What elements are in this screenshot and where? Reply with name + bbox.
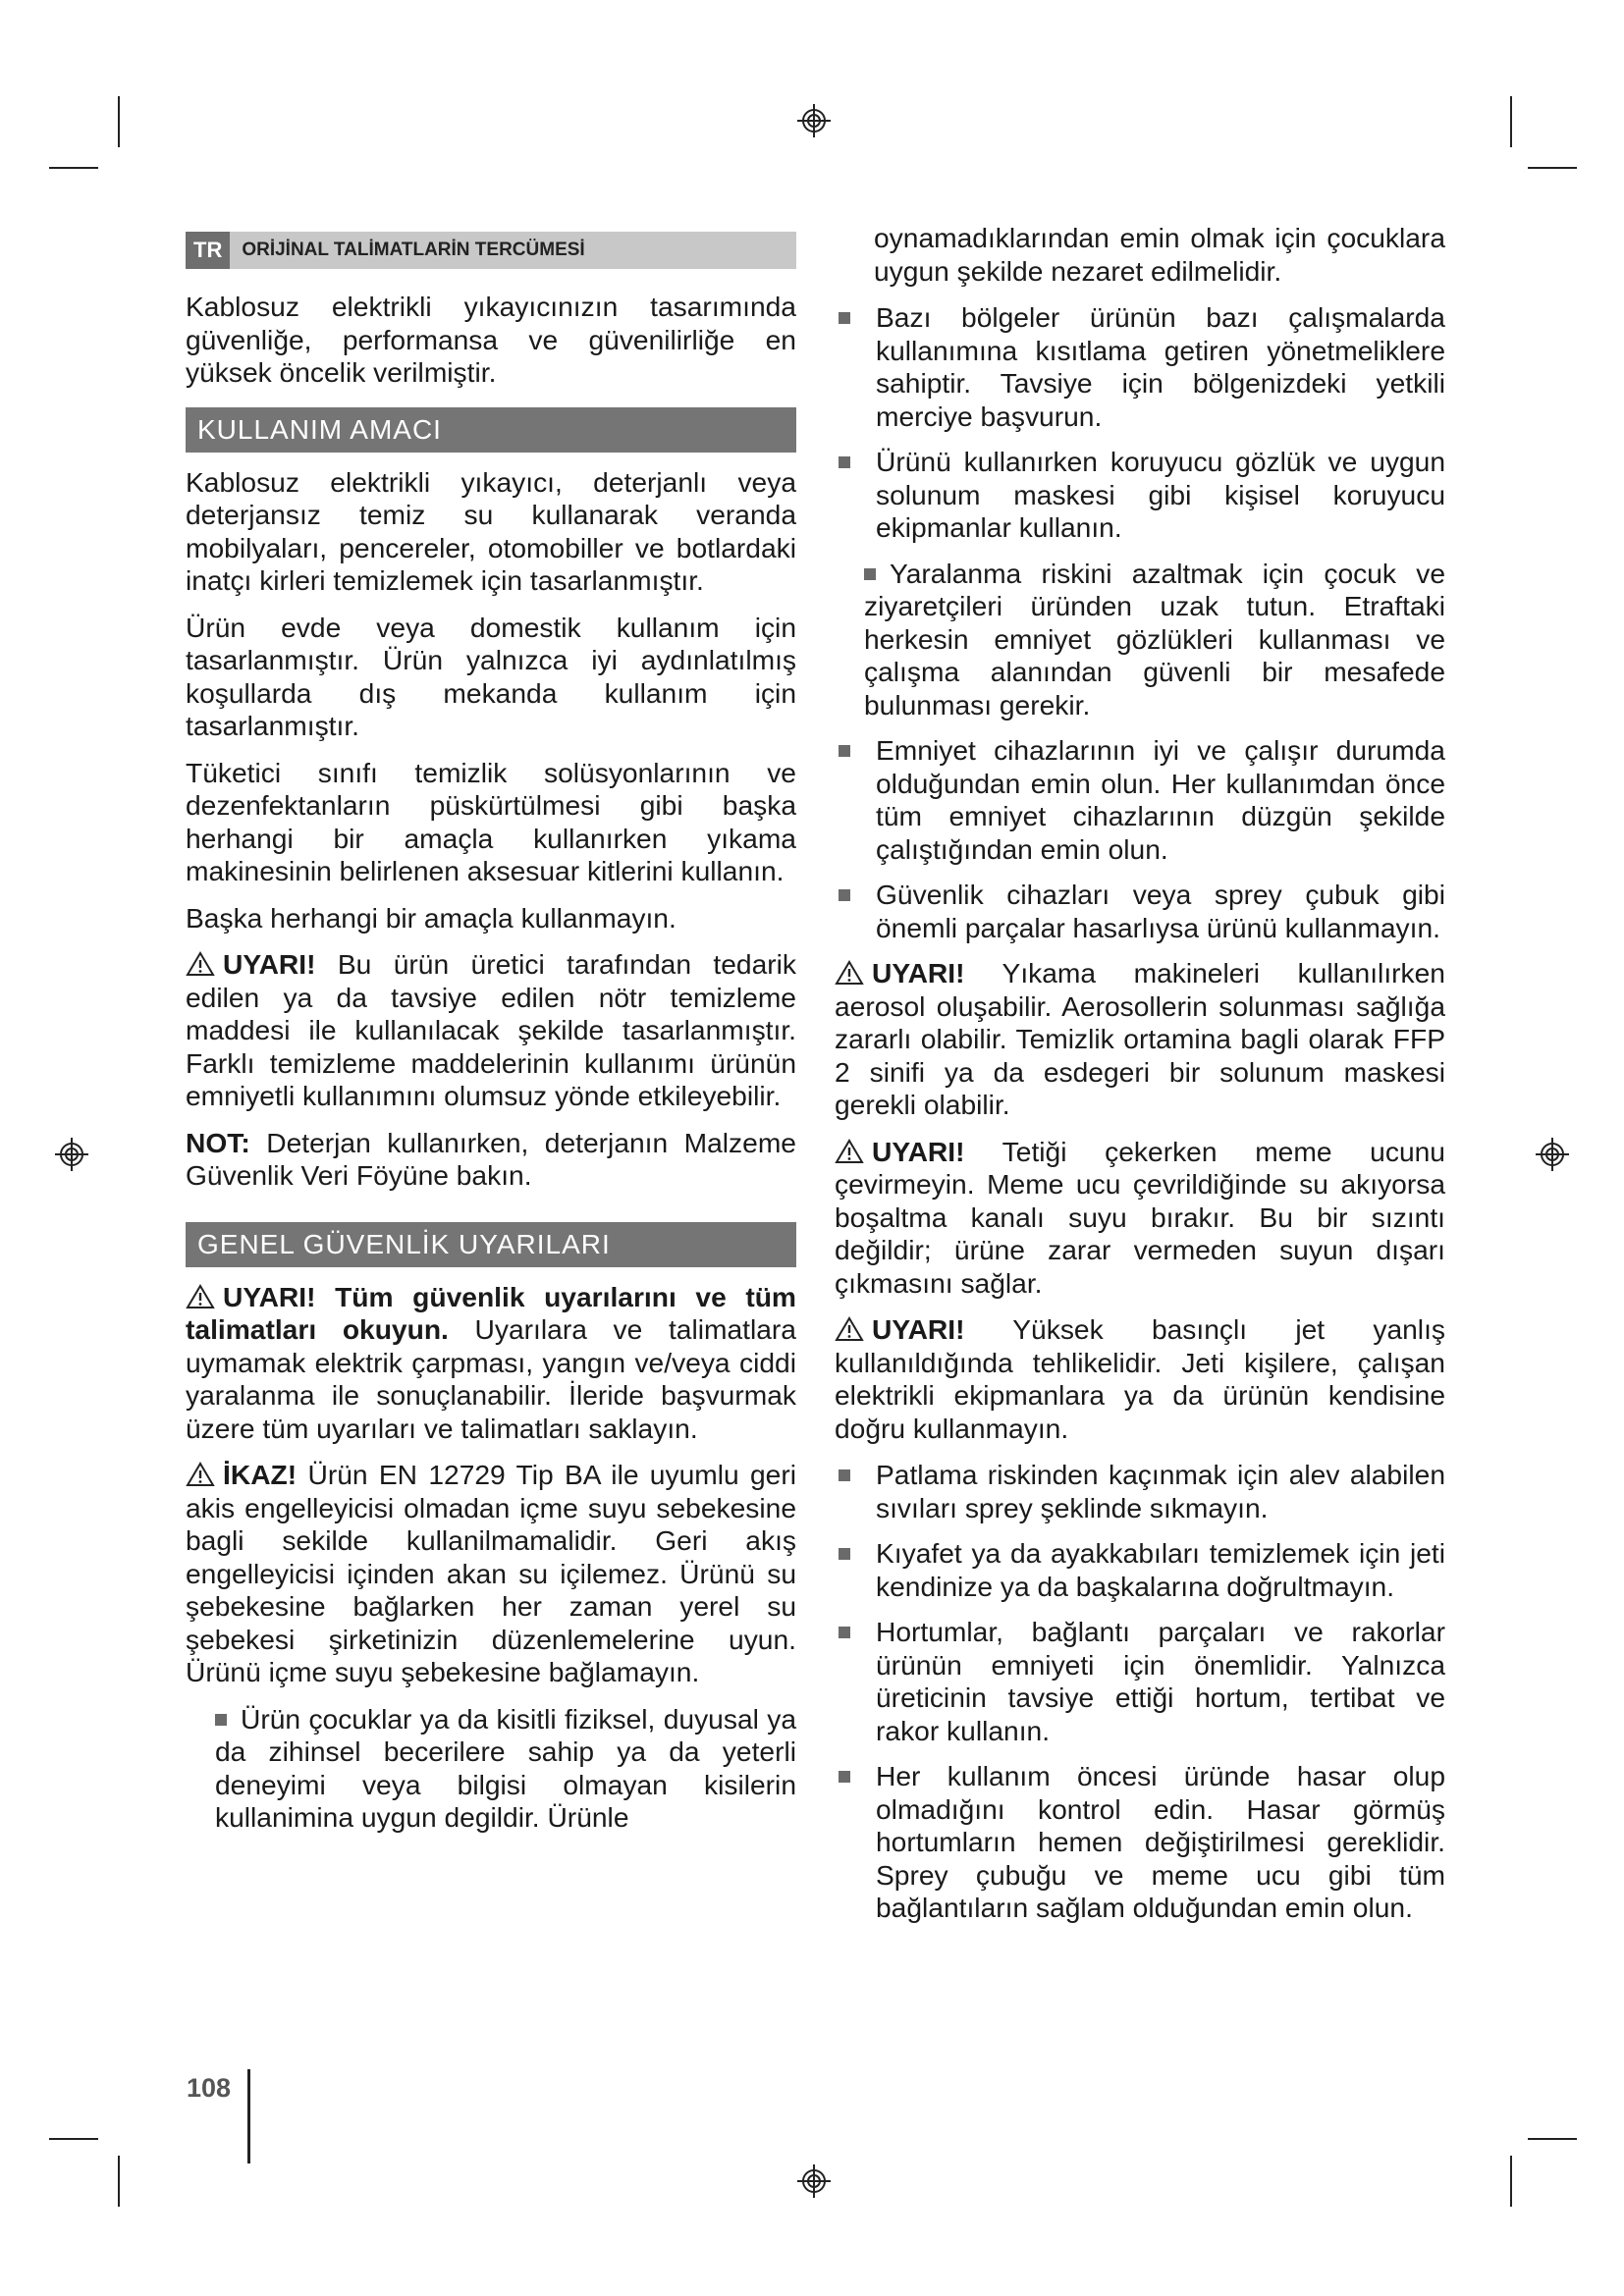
crop-mark	[1510, 96, 1512, 147]
note-text: Deterjan kullanırken, deterjanın Malzeme Güvenlik Veri Föyüne bakın.	[186, 1126, 796, 1191]
crop-mark	[1528, 2138, 1577, 2140]
warning-triangle-icon	[835, 1316, 864, 1342]
bullet-text: Ürün çocuklar ya da kisitli fiziksel, duyusal ya da zihinsel becerilere sahip ya da yeterli deneyimi veya bilgisi olmayan kisilerin kullanimina uygun degildir. Ürünle	[215, 1702, 796, 1833]
bullet-text: Her kullanım öncesi üründe hasar olup olmadığını kontrol edin. Hasar görmüş hortumların hemen değiştirilmesi gereklidir. Sprey çubuğu ve meme ucu gibi tüm bağlantıların sağlam olduğundan emin olun.	[876, 1760, 1445, 1923]
warning-text: Uyarılara ve talimatlara uymamak elektrik çarpması, yangın ve/veya ciddi yaralanma ile sonuçlanabilir. İleride başvurmak üzere tüm uyarıları ve talimatları saklayın.	[186, 1313, 796, 1444]
crop-mark	[1510, 2156, 1512, 2207]
bullet-item	[835, 1760, 1445, 1925]
bullet-item	[835, 1459, 1445, 1524]
warning-text: Yüksek basınçlı jet yanlış kullanıldığında tehlikelidir. Jeti kişilere, çalışan elektrikli ekipmanlara ya da ürünün kendisine doğru kullanmayın.	[835, 1313, 1445, 1444]
bullet-text: Yaralanma riskini azaltmak için çocuk ve ziyaretçileri üründen uzak tutun. Etraftaki herkesin emniyet gözlükleri kullanması ve çalışma alanından güvenli bir mesafede bulunması gerekir.	[864, 557, 1445, 721]
bullet-text: Bazı bölgeler ürünün bazı çalışmalarda kullanımına kısıtlama getiren yönetmeliklere sahiptir. Tavsiye için bölgenizdeki yetkili merciye başvurun.	[876, 301, 1445, 432]
bullet-item	[835, 1616, 1445, 1747]
crop-mark	[49, 167, 98, 169]
paragraph: Ürün evde veya domestik kullanım için tasarlanmıştır. Ürün yalnızca iyi aydınlatılmış koşullarda dış mekanda kullanım için tasarlanmıştır.	[186, 611, 796, 741]
note-paragraph	[186, 1127, 796, 1193]
page-number: 108	[187, 2073, 232, 2103]
left-column	[186, 232, 796, 1847]
document-title: ORİJİNAL TALİMATLARİN TERCÜMESİ	[242, 240, 585, 261]
warning-label: UYARI!	[872, 1135, 965, 1167]
bullet-square-icon	[839, 312, 850, 324]
caution-paragraph	[186, 1459, 796, 1689]
warning-paragraph	[835, 1136, 1445, 1301]
continued-text: oynamadıklarından emin olmak için çocuklara uygun şekilde nezaret edilmelidir.	[874, 222, 1445, 287]
page-number-divider	[247, 2069, 250, 2163]
paragraph: Kablosuz elektrikli yıkayıcı, deterjanlı veya deterjansız temiz su kullanarak veranda mobilyaları, pencereler, otomobiller ve botlardaki inatçı kirleri temizlemek için tasarlanmıştır.	[186, 465, 796, 596]
section-heading-intended-use: KULLANIM AMACI	[186, 407, 796, 453]
bullet-item	[835, 734, 1445, 866]
warning-label: UYARI! Tüm güvenlik uyarılarını ve tüm talimatları okuyun.	[186, 1280, 796, 1345]
registration-mark-icon	[54, 1137, 89, 1172]
warning-text: Yıkama makineleri kullanılırken aerosol oluşabilir. Aerosollerin solunması sağlığa zararlı olabilir. Temizlik ortamina bagli olarak FFP 2 sinifi ya da esdegeri bir solunum maskesi gerekli olabilir.	[835, 957, 1445, 1120]
paragraph: Başka herhangi bir amaçla kullanmayın.	[186, 901, 677, 934]
crop-mark	[1528, 167, 1577, 169]
bullet-item	[835, 879, 1445, 944]
bullet-square-icon	[839, 1771, 850, 1783]
bullet-item	[835, 1537, 1445, 1603]
bullet-square-icon	[215, 1714, 227, 1726]
caution-label: İKAZ!	[223, 1459, 298, 1490]
warning-triangle-icon	[186, 1462, 215, 1487]
bullet-square-icon	[839, 1627, 850, 1638]
crop-mark	[118, 2156, 120, 2207]
bullet-text: Emniyet cihazlarının iyi ve çalışır durumda olduğundan emin olun. Her kullanımdan önce tüm emniyet cihazlarının düzgün şekilde çalıştığından emin olun.	[876, 734, 1445, 865]
warning-paragraph	[835, 957, 1445, 1122]
warning-paragraph	[835, 1313, 1445, 1445]
warning-label: UYARI!	[223, 948, 316, 980]
note-label: NOT:	[186, 1126, 250, 1158]
warning-triangle-icon	[835, 1139, 864, 1164]
bullet-item	[835, 558, 1445, 722]
bullet-square-icon	[864, 568, 876, 580]
bullet-square-icon	[839, 1469, 850, 1481]
intro-paragraph: Kablosuz elektrikli yıkayıcınızın tasarımında güvenliğe, performansa ve güvenilirliğe en yüksek öncelik verilmiştir.	[186, 291, 796, 388]
bullet-square-icon	[839, 456, 850, 468]
bullet-square-icon	[839, 745, 850, 757]
registration-mark-icon	[1535, 1137, 1570, 1172]
bullet-square-icon	[839, 889, 850, 901]
bullet-item	[186, 1703, 796, 1835]
language-header-bar	[186, 232, 796, 269]
warning-triangle-icon	[186, 1284, 215, 1309]
warning-label: UYARI!	[872, 957, 965, 988]
crop-mark	[118, 96, 120, 147]
bullet-text: Ürünü kullanırken koruyucu gözlük ve uygun solunum maskesi gibi kişisel koruyucu ekipmanlar kullanın.	[876, 446, 1445, 543]
right-column	[835, 222, 1445, 1938]
warning-paragraph	[186, 1281, 796, 1446]
section-heading-general-safety: GENEL GÜVENLİK UYARILARI	[186, 1222, 796, 1267]
bullet-text: Patlama riskinden kaçınmak için alev alabilen sıvıları sprey şeklinde sıkmayın.	[876, 1459, 1445, 1523]
warning-text: Bu ürün üretici tarafından tedarik edilen ya da tavsiye edilen nötr temizleme maddesi ile kullanılacak şekilde tasarlanmıştır. Farklı temizleme maddelerinin kullanımı ürünün emniyetli kullanımını olumsuz yönde etkileyebilir.	[186, 948, 796, 1111]
bullet-item	[835, 301, 1445, 433]
warning-triangle-icon	[835, 960, 864, 986]
paragraph: Tüketici sınıfı temizlik solüsyonlarının ve dezenfektanların püskürtülmesi gibi başka herhangi bir amaçla kullanırken yıkama makinesinin belirlenen aksesuar kitlerini kullanın.	[186, 756, 796, 886]
registration-mark-icon	[796, 103, 832, 138]
language-code: TR	[186, 232, 230, 269]
warning-text: Tetiği çekerken meme ucunu çevirmeyin. Meme ucu çevrildiğinde su akıyorsa boşaltma kanalı suyu bırakır. Bu bir sızıntı değildir; ürüne zarar vermeden suyun dışarı çıkmasını sağlar.	[835, 1135, 1445, 1299]
caution-text: Ürün EN 12729 Tip BA ile uyumlu geri akis engelleyicisi olmadan içme suyu sebekesine bagli sekilde kullanilmamalidir. Geri akış engelleyicisi içinden akan su içilemez. Ürünü su şebekesine bağlarken her zaman yerel su şebekesi şirketinizin düzenlemelerine uyun. Ürünü içme suyu şebekesine bağlamayın.	[186, 1459, 796, 1687]
bullet-text: Hortumlar, bağlantı parçaları ve rakorlar ürünün emniyeti için önemlidir. Yalnızca üreticinin tavsiye ettiği hortum, tertibat ve rakor kullanın.	[876, 1616, 1445, 1746]
bullet-text: Kıyafet ya da ayakkabıları temizlemek için jeti kendinize ya da başkalarına doğrultmayın.	[876, 1537, 1445, 1602]
bullet-square-icon	[839, 1548, 850, 1560]
warning-paragraph	[186, 948, 796, 1113]
registration-mark-icon	[796, 2163, 832, 2199]
bullet-text: Güvenlik cihazları veya sprey çubuk gibi önemli parçalar hasarlıysa ürünü kullanmayın.	[876, 879, 1445, 943]
warning-label: UYARI!	[872, 1313, 965, 1345]
warning-triangle-icon	[186, 951, 215, 977]
crop-mark	[49, 2138, 98, 2140]
bullet-item	[835, 446, 1445, 545]
